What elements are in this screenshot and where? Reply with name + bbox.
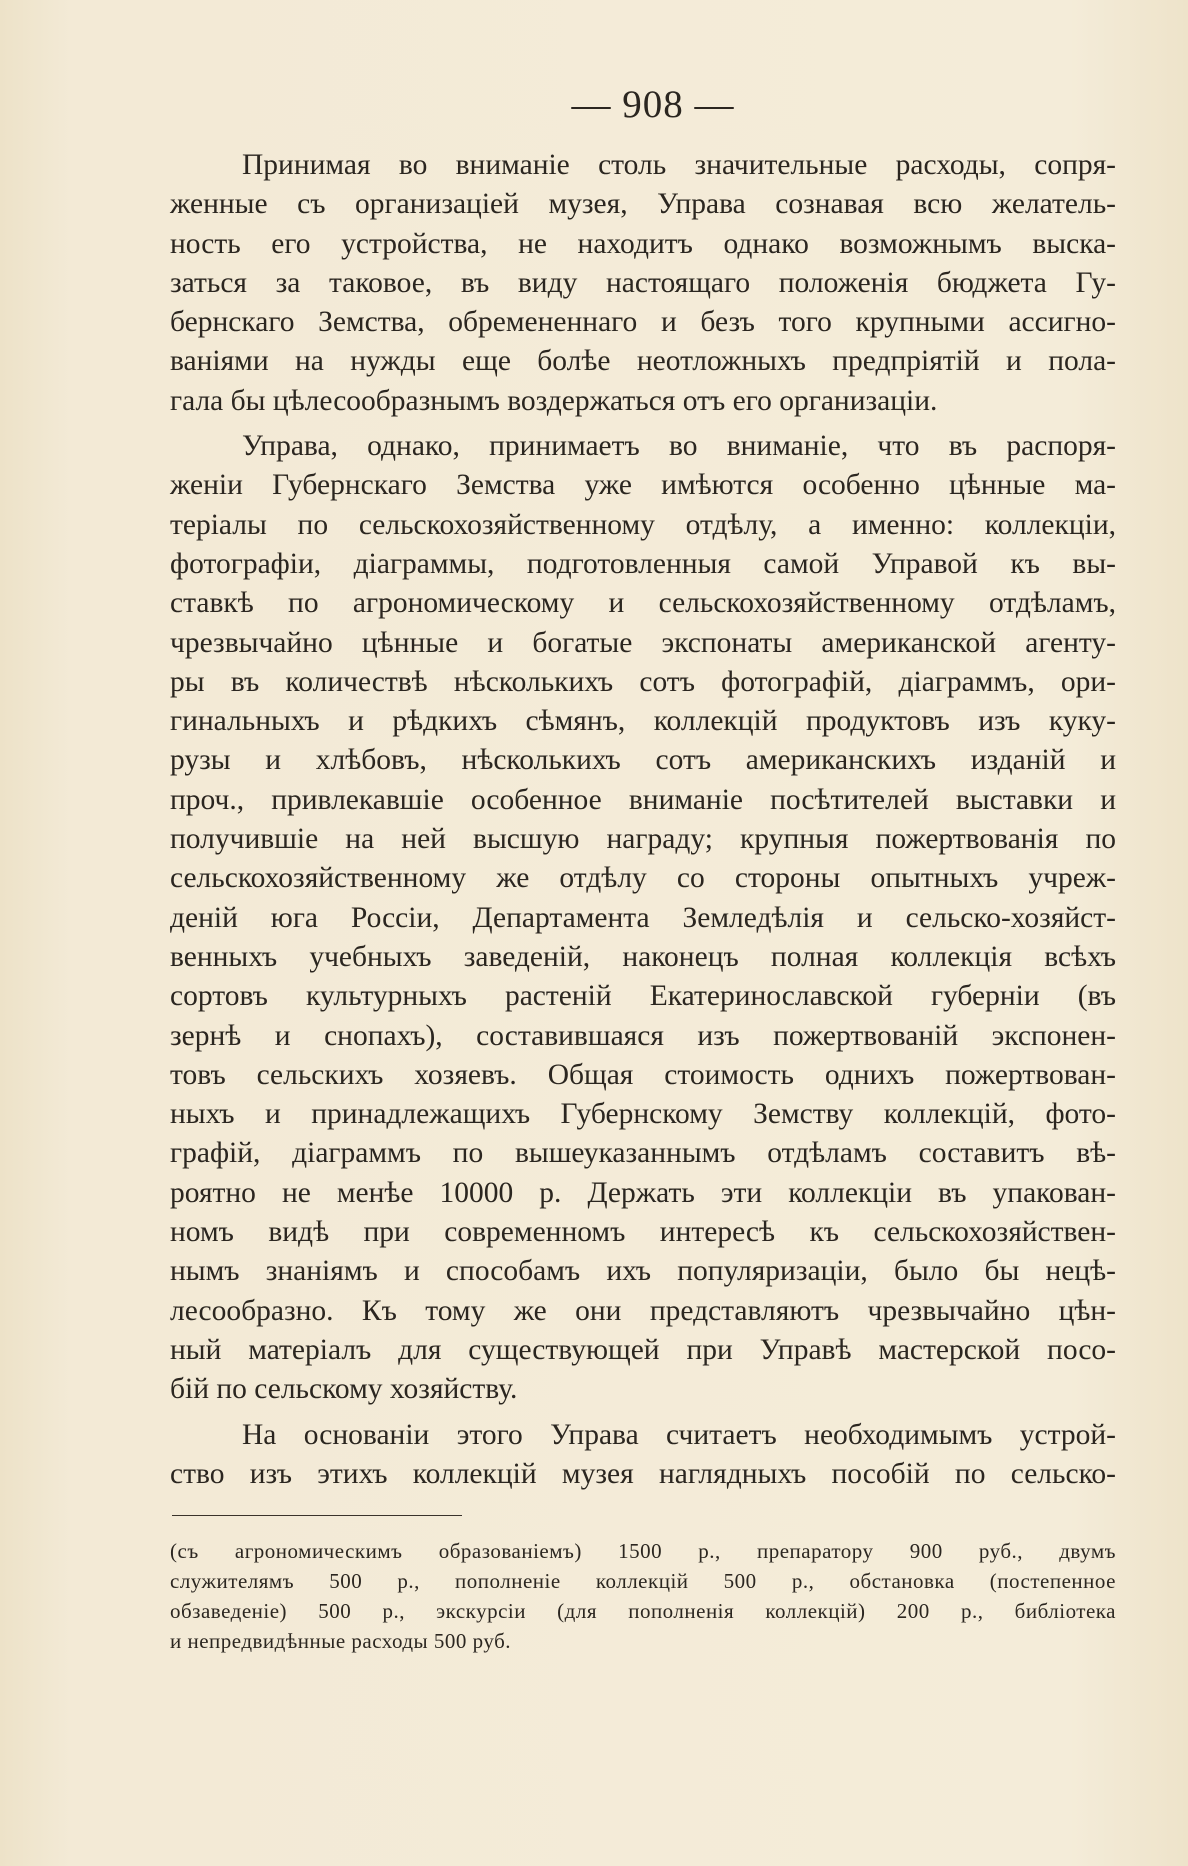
footnote-line: (съ агрономическимъ образованіемъ) 1500 р., препаратору 900 руб., двумъ bbox=[170, 1539, 1116, 1563]
text-line: зернѣ и снопахъ), составившаяся изъ пожертвованій экспонен- bbox=[170, 1019, 1116, 1052]
footnote-line: и непредвидѣнные расходы 500 руб. bbox=[170, 1629, 512, 1653]
text-line: графій, діаграммъ по вышеуказаннымъ отдѣламъ составитъ вѣ- bbox=[170, 1137, 1116, 1170]
text-line: гинальныхъ и рѣдкихъ сѣмянъ, коллекцій продуктовъ изъ куку- bbox=[170, 705, 1116, 738]
footnote-line: обзаведеніе) 500 р., экскурсіи (для пополненія коллекцій) 200 р., библіотека bbox=[170, 1599, 1116, 1623]
text-line: роятно не менѣе 10000 р. Держать эти коллекціи въ упакован- bbox=[170, 1176, 1116, 1209]
text-line: чрезвычайно цѣнные и богатые экспонаты американской агенту- bbox=[170, 626, 1116, 659]
text-line: женные съ организаціей музея, Управа сознавая всю желатель- bbox=[170, 188, 1116, 221]
text-line: ваніями на нужды еще болѣе неотложныхъ предпріятій и пола- bbox=[170, 345, 1116, 378]
text-line: теріалы по сельскохозяйственному отдѣлу, а именно: коллекціи, bbox=[170, 508, 1116, 541]
text-line: товъ сельскихъ хозяевъ. Общая стоимость однихъ пожертвован- bbox=[170, 1058, 1116, 1091]
text-line: деній юга Россіи, Департамента Земледѣлія и сельско-хозяйст- bbox=[170, 901, 1116, 934]
text-line: фотографіи, діаграммы, подготовленныя самой Управой къ вы- bbox=[170, 547, 1116, 580]
text-line: сельскохозяйственному же отдѣлу со стороны опытныхъ учреж- bbox=[170, 862, 1116, 895]
text-line: Принимая во вниманіе столь значительные расходы, сопря- bbox=[242, 149, 1116, 181]
text-line: сортовъ культурныхъ растеній Екатеринославской губерніи (въ bbox=[170, 980, 1116, 1013]
text-line: проч., привлекавшіе особенное вниманіе посѣтителей выставки и bbox=[170, 783, 1116, 816]
text-line: номъ видѣ при современномъ интересѣ къ сельскохозяйствен- bbox=[170, 1216, 1116, 1249]
text-line: На основаніи этого Управа считаетъ необходимымъ устрой- bbox=[242, 1418, 1116, 1451]
text-line: бій по сельскому хозяйству. bbox=[170, 1373, 518, 1406]
footnote-divider bbox=[172, 1515, 462, 1516]
text-line: лесообразно. Къ тому же они представляютъ чрезвычайно цѣн- bbox=[170, 1294, 1116, 1327]
paragraph-2 bbox=[170, 427, 1116, 1409]
text-line: ры въ количествѣ нѣсколькихъ сотъ фотографій, діаграммъ, ори- bbox=[170, 665, 1116, 698]
text-line: ство изъ этихъ коллекцій музея наглядныхъ пособій по сельско- bbox=[170, 1457, 1116, 1490]
text-line: нымъ знаніямъ и способамъ ихъ популяризаціи, было бы нецѣ- bbox=[170, 1255, 1116, 1288]
footnote-line: служителямъ 500 р., пополненіе коллекцій 500 р., обстановка (постепенное bbox=[170, 1569, 1116, 1593]
body-text bbox=[170, 146, 1116, 1500]
text-line: заться за таковое, въ виду настоящаго положенія бюджета Гу- bbox=[170, 266, 1116, 299]
text-line: женіи Губернскаго Земства уже имѣются особенно цѣнные ма- bbox=[170, 469, 1116, 502]
paragraph-3 bbox=[170, 1416, 1116, 1495]
text-line: бернскаго Земства, обремененнаго и безъ того крупными ассигно- bbox=[170, 306, 1116, 339]
text-line: ставкѣ по агрономическому и сельскохозяйственному отдѣламъ, bbox=[170, 587, 1116, 620]
footnote bbox=[170, 1536, 1116, 1656]
text-line: Управа, однако, принимаетъ во вниманіе, что въ распоря- bbox=[242, 430, 1116, 463]
text-line: ныхъ и принадлежащихъ Губернскому Земству коллекцій, фото- bbox=[170, 1098, 1116, 1131]
text-line: гала бы цѣлесообразнымъ воздержаться отъ его организаціи. bbox=[170, 384, 938, 417]
page-number: — 908 — bbox=[571, 83, 735, 126]
text-line: венныхъ учебныхъ заведеній, наконецъ полная коллекція всѣхъ bbox=[170, 940, 1116, 973]
text-line: получившіе на ней высшую награду; крупныя пожертвованія по bbox=[170, 823, 1116, 856]
text-line: рузы и хлѣбовъ, нѣсколькихъ сотъ американскихъ изданій и bbox=[170, 744, 1116, 777]
paragraph-1 bbox=[170, 146, 1116, 421]
text-line: ность его устройства, не находитъ однако возможнымъ выска- bbox=[170, 227, 1116, 260]
text-line: ный матеріалъ для существующей при Управѣ мастерской посо- bbox=[170, 1333, 1116, 1366]
